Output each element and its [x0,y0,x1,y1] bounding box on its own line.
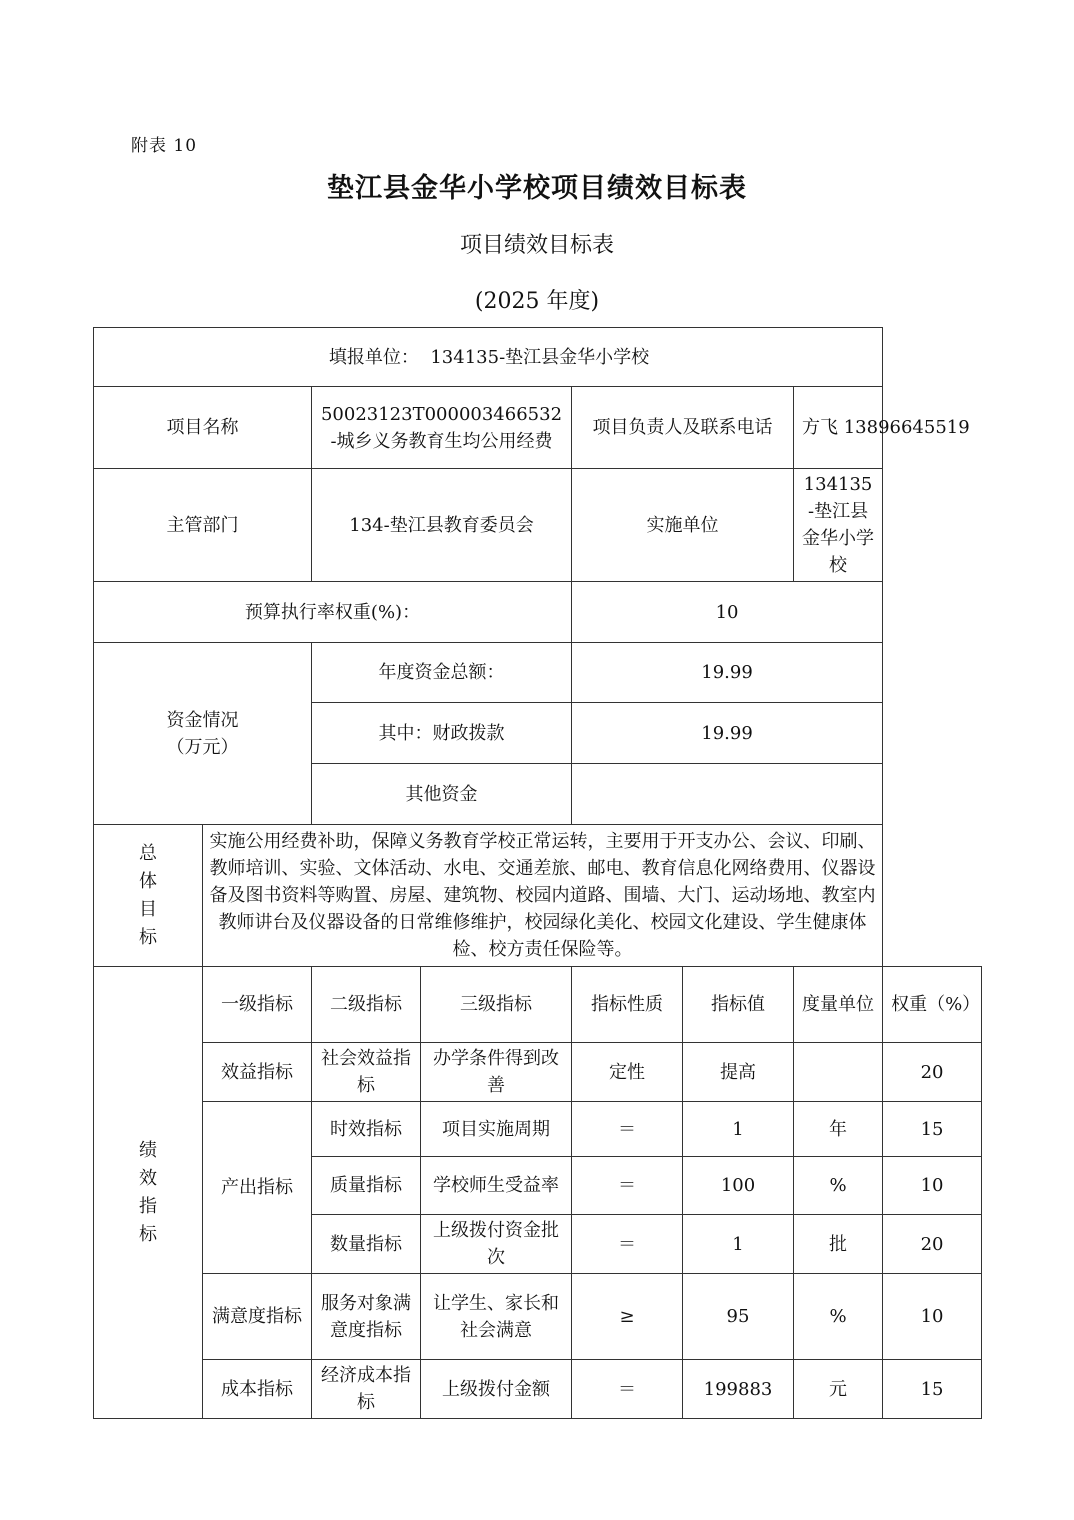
nature-cell: ＝ [572,1360,683,1419]
weight-cell: 15 [883,1102,982,1157]
funds-label-line1: 资金情况 [166,709,239,731]
other-funds-value [572,764,883,825]
weight-cell: 15 [883,1360,982,1419]
contact-label: 项目负责人及联系电话 [572,387,794,469]
weight-cell: 20 [883,1043,982,1102]
unit-cell: 批 [794,1215,883,1274]
header-weight: 权重（%） [883,967,982,1043]
funds-label-line2: （万元） [166,736,239,758]
level3-cell: 学校师生受益率 [421,1157,572,1215]
department-label: 主管部门 [94,469,312,582]
reporting-unit-cell [94,328,883,387]
header-level1: 一级指标 [203,967,312,1043]
budget-weight-value: 10 [572,582,883,643]
department-value: 134-垫江县教育委员会 [312,469,572,582]
unit-cell: 元 [794,1360,883,1419]
fiscal-funds-label: 其中：财政拨款 [312,703,572,764]
level2-cell: 数量指标 [312,1215,421,1274]
unit-cell: 年 [794,1102,883,1157]
header-level2: 二级指标 [312,967,421,1043]
table-row [94,1274,982,1360]
reporting-unit-label: 填报单位： [328,346,419,368]
overall-goal-text: 实施公用经费补助，保障义务教育学校正常运转，主要用于开支办公、会议、印刷、教师培训、实验、文体活动、水电、交通差旅、邮电、教育信息化网络费用、仪器设备及图书资料等购置、房屋、建筑物、校园内道路、围墙、大门、运动场地、教室内教师讲台及仪器设备的日常维修维护，校园绿化美化、校园文化建设、学生健康体检、校方责任保险等。 [203,825,883,967]
indicators-label-cell [94,967,203,1419]
total-funds-value: 19.99 [572,643,883,703]
level2-cell: 质量指标 [312,1157,421,1215]
project-name-label: 项目名称 [94,387,312,469]
weight-cell: 10 [883,1274,982,1360]
level3-cell: 上级拨付资金批次 [421,1215,572,1274]
implementing-unit-value: 134135-垫江县金华小学校 [794,469,883,582]
budget-weight-label: 预算执行率权重(%)： [94,582,572,643]
level3-cell: 让学生、家长和社会满意 [421,1274,572,1360]
page-title: 垫江县金华小学校项目绩效目标表 [327,173,747,204]
reporting-unit-value: 134135-垫江县金华小学校 [430,346,650,368]
level2-cell: 时效指标 [312,1102,421,1157]
header-value: 指标值 [683,967,794,1043]
value-cell: 100 [683,1157,794,1215]
page-subtitle: 项目绩效目标表 [459,233,614,258]
unit-cell: % [794,1274,883,1360]
header-nature: 指标性质 [572,967,683,1043]
table-row [94,1043,982,1102]
other-funds-label: 其他资金 [312,764,572,825]
unit-cell [794,1043,883,1102]
level2-cell: 社会效益指标 [312,1043,421,1102]
level3-cell: 办学条件得到改善 [421,1043,572,1102]
value-cell: 1 [683,1102,794,1157]
nature-cell: ≥ [572,1274,683,1360]
header-unit: 度量单位 [794,967,883,1043]
fiscal-year: (2025 年度) [474,289,600,314]
value-cell: 95 [683,1274,794,1360]
performance-target-table [93,327,982,1419]
table-row [94,1360,982,1419]
total-funds-label: 年度资金总额： [312,643,572,703]
level1-cell: 满意度指标 [203,1274,312,1360]
project-name-value: 50023123T000003466532-城乡义务教育生均公用经费 [312,387,572,469]
value-cell: 1 [683,1215,794,1274]
weight-cell: 10 [883,1157,982,1215]
contact-value: 方飞 13896645519 [794,387,883,469]
level1-cell: 产出指标 [203,1102,312,1274]
level3-cell: 上级拨付金额 [421,1360,572,1419]
value-cell: 199883 [683,1360,794,1419]
nature-cell: ＝ [572,1157,683,1215]
level2-cell: 服务对象满意度指标 [312,1274,421,1360]
nature-cell: 定性 [572,1043,683,1102]
indicators-label: 绩效指标 [139,1139,157,1245]
table-row [94,1102,982,1157]
level1-cell: 成本指标 [203,1360,312,1419]
weight-cell: 20 [883,1215,982,1274]
level2-cell: 经济成本指标 [312,1360,421,1419]
header-level3: 三级指标 [421,967,572,1043]
appendix-label: 附表 10 [131,136,198,156]
implementing-unit-label: 实施单位 [572,469,794,582]
overall-goal-label: 总体目标 [139,842,157,948]
unit-cell: % [794,1157,883,1215]
fiscal-funds-value: 19.99 [572,703,883,764]
funds-label [94,643,312,825]
overall-goal-label-cell [94,825,203,967]
nature-cell: ＝ [572,1215,683,1274]
value-cell: 提高 [683,1043,794,1102]
level3-cell: 项目实施周期 [421,1102,572,1157]
level1-cell: 效益指标 [203,1043,312,1102]
nature-cell: ＝ [572,1102,683,1157]
